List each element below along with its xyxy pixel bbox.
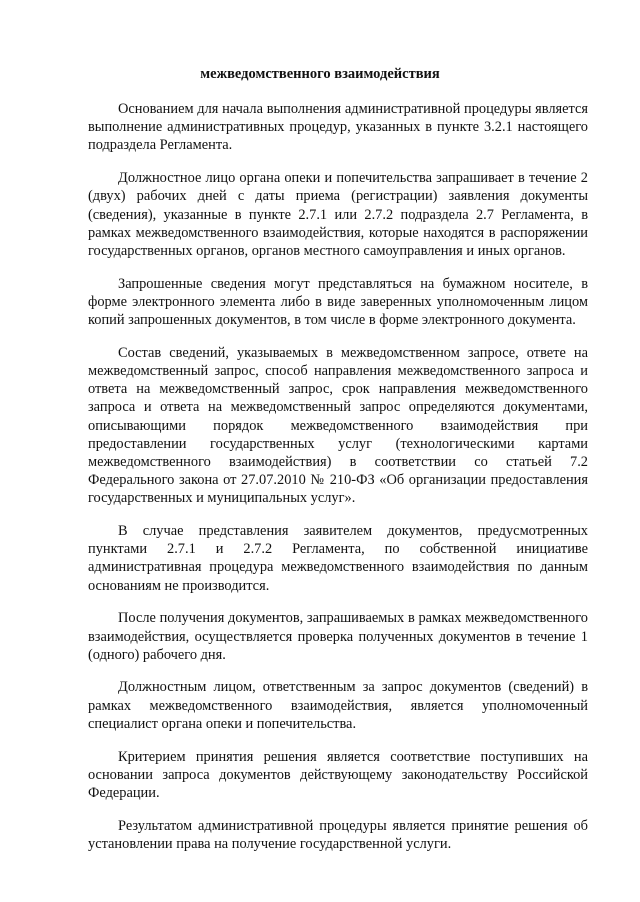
- section-heading: межведомственного взаимодействия: [200, 66, 440, 82]
- paragraph-verification: После получения документов, запрашиваемых в рамках межведомственного взаимодействия, осуществляется проверка полученных документов в течение 1 (одного) рабочего дня.: [88, 610, 588, 663]
- document-body: [88, 100, 588, 868]
- paragraph-result: Результатом административной процедуры является принятие решения об установлении права на получение государственной услуги.: [88, 817, 588, 852]
- paragraph-basis: Основанием для начала выполнения административной процедуры является выполнение административных процедур, указанных в пункте 3.2.1 настоящего подраздела Регламента.: [88, 101, 588, 154]
- paragraph-own-initiative: В случае представления заявителем документов, предусмотренных пунктами 2.7.1 и 2.7.2 Регламента, по собственной инициативе административная процедура межведомственного взаимодействия по данным основаниям не производится.: [88, 523, 588, 594]
- paragraph-response-format: Запрошенные сведения могут представляться на бумажном носителе, в форме электронного элемента либо в виде заверенных уполномоченным лицом копий запрошенных документов, в том числе в форме электронного документа.: [88, 275, 588, 329]
- paragraph-decision-criterion: Критерием принятия решения является соответствие поступивших на основании запроса документов действующему законодательству Российской Федерации.: [88, 748, 588, 801]
- paragraph-responsible-person: Должностным лицом, ответственным за запрос документов (сведений) в рамках межведомственного взаимодействия, является уполномоченный специалист органа опеки и попечительства.: [88, 679, 588, 732]
- paragraph-request: Должностное лицо органа опеки и попечительства запрашивает в течение 2 (двух) рабочих дней с даты приема (регистрации) заявления документы (сведения), указанные в пункте 2.7.1 или 2.7.2 подраздела 2.7 Регламента, в рамках межведомственного взаимодействия, которые находятся в распоряжении государственных органов, органов местного самоуправления и иных органов.: [88, 170, 588, 259]
- paragraph-request-composition: Состав сведений, указываемых в межведомственном запросе, ответе на межведомственный запрос, способ направления межведомственного запроса и ответа на межведомственный запрос, срок направления межведомственного запроса и ответа на межведомственный запрос определяются документами, описывающими порядок межведомственного взаимодействия при предоставлении государственных услуг (технологическими картами межведомственного взаимодействия) в соответствии со статьей 7.2 Федерального закона от 27.07.2010 № 210-ФЗ «Об организации предоставления государственных и муниципальных услуг».: [88, 344, 588, 507]
